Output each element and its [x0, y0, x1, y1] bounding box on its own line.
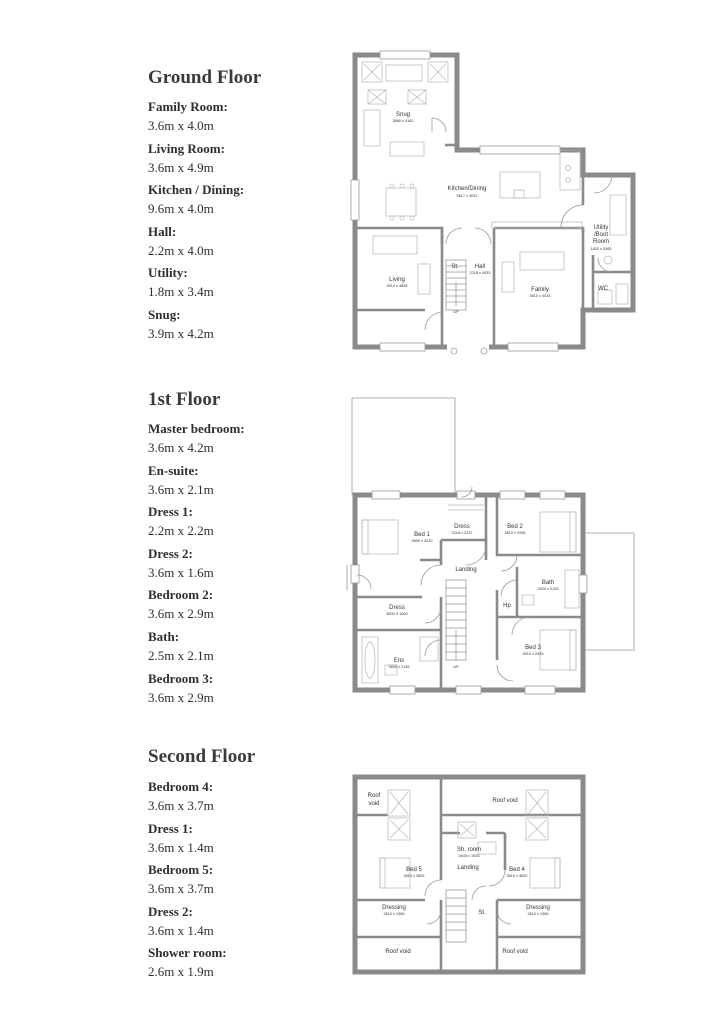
shower-room-label: Sh. room: [456, 847, 482, 853]
landing-label: Landing: [455, 567, 477, 573]
room-dimensions: 2.2m x 4.0m: [148, 242, 214, 258]
room-name: Dress 1:: [148, 820, 193, 836]
room-name: En-suite:: [148, 462, 199, 478]
bed4-label: Bed 4: [509, 867, 525, 873]
store-label: St.: [451, 264, 459, 270]
room-dimensions: 3.6m x 1.4m: [148, 839, 214, 855]
dress1-dimensions: 2218 x 2237: [451, 531, 473, 535]
room-name: Kitchen / Dining:: [148, 182, 245, 198]
room-dimensions: 3.6m x 4.0m: [148, 118, 214, 133]
room-name: Dress 1:: [148, 504, 193, 520]
room-name: Dress 2:: [148, 545, 193, 561]
bed5-label: Bed 5: [406, 867, 422, 873]
room-name: Family Room:: [148, 99, 228, 114]
room-dimensions: 2.2m x 2.2m: [148, 523, 214, 539]
bed1-dimensions: 3609 x 4230: [411, 539, 433, 543]
ensuite-dimensions: 3609 x 2145: [388, 665, 410, 669]
living-dimensions: 3610 x 4895: [386, 284, 408, 288]
snug-label: Snug: [395, 112, 411, 118]
dressing-right-dimensions: 3610 x 1356: [527, 912, 549, 916]
room-name: Bedroom 4:: [148, 779, 214, 794]
room-dimensions: 2.6m x 1.9m: [148, 964, 214, 980]
room-dimensions: 3.9m x 4.2m: [148, 325, 214, 341]
room-name: Snug:: [148, 306, 181, 322]
wc-label: WC: [598, 286, 608, 292]
hall-dimensions: 2218 x 4033: [469, 271, 491, 275]
shower-room-dimensions: 2645 x 1926: [458, 854, 480, 858]
landing-label: Landing: [457, 865, 479, 871]
room-dimensions: 3.6m x 1.6m: [148, 564, 214, 580]
bed4-dimensions: 3610 x 3692: [506, 874, 528, 878]
ground-floor-plan: [351, 51, 633, 354]
room-name: Utility:: [148, 265, 188, 281]
utility-label-line3: Room: [592, 239, 610, 245]
snug-dimensions: 3880 x 4162: [392, 119, 414, 123]
bed2-label: Bed 2: [507, 524, 523, 530]
room-dimensions: 3.6m x 4.9m: [148, 159, 214, 175]
dress2-label: Dress: [389, 605, 405, 611]
bath-label: Bath: [541, 580, 555, 586]
dressing-right-label: Dressing: [526, 905, 550, 911]
first-floor-title: 1st Floor: [148, 389, 221, 410]
room-dimensions: 3.6m x 3.7m: [148, 881, 214, 897]
roof-void-label: Roof void: [492, 798, 518, 804]
room-dimensions: 3.6m x 1.4m: [148, 922, 214, 938]
room-dimensions: 1.8m x 3.4m: [148, 284, 214, 300]
room-dimensions: 3.6m x 4.2m: [148, 440, 214, 455]
room-name: Dress 2:: [148, 903, 193, 919]
bed3-label: Bed 3: [525, 645, 541, 651]
room-name: Bedroom 3:: [148, 670, 214, 686]
family-label: Family: [531, 287, 549, 293]
first-floor-plan: [347, 398, 634, 694]
room-name: Living Room:: [148, 140, 225, 156]
room-dimensions: 3.6m x 2.1m: [148, 481, 214, 497]
family-dimensions: 3610 x 4033: [529, 294, 551, 298]
bed5-dimensions: 3610 x 3692: [403, 874, 425, 878]
stairs-up-label: UP: [453, 665, 459, 669]
room-name: Bedroom 2:: [148, 587, 214, 603]
room-dimensions: 3.6m x 3.7m: [148, 798, 214, 813]
kitchen-dining-dimensions: 9617 x 4032: [456, 194, 478, 198]
bed2-dimensions: 3610 x 2935: [504, 531, 526, 535]
hall-label: Hall: [474, 264, 486, 270]
living-label: Living: [389, 277, 405, 283]
dress2-dimensions: 3609 X 1600: [386, 612, 408, 616]
second-floor-title: Second Floor: [148, 746, 256, 767]
room-name: Master bedroom:: [148, 421, 245, 436]
kitchen-dining-label: Kitchen/Dining: [447, 186, 487, 192]
room-name: Bedroom 5:: [148, 862, 214, 878]
room-name: Bath:: [148, 628, 180, 644]
roof-void-label: Roof: [367, 793, 381, 799]
room-dimensions: 9.6m x 4.0m: [148, 201, 214, 217]
utility-label-line2: /Boot: [593, 232, 609, 238]
utility-label: Utility: [593, 225, 609, 231]
bed1-label: Bed 1: [414, 532, 430, 538]
roof-void-label-line2: void: [368, 801, 380, 807]
store-label: St.: [478, 910, 486, 916]
dressing-left-label: Dressing: [382, 905, 406, 911]
bed3-dimensions: 3610 x 2935: [522, 652, 544, 656]
utility-dimensions: 1832 x 3365: [590, 247, 612, 251]
dressing-left-dimensions: 3610 x 1356: [383, 912, 405, 916]
room-dimensions: 3.6m x 2.9m: [148, 606, 214, 622]
room-name: Hall:: [148, 223, 177, 239]
room-dimensions: 3.6m x 2.9m: [148, 689, 214, 705]
ground-floor-title: Ground Floor: [148, 67, 262, 88]
bath-dimensions: 2524 x 2105: [537, 587, 559, 591]
roof-void-label: Roof void: [502, 949, 528, 955]
ensuite-label: Ens: [393, 658, 405, 664]
room-dimensions: 2.5m x 2.1m: [148, 647, 214, 663]
second-floor-plan: [355, 777, 583, 972]
stairs-up-label: UP: [453, 310, 459, 314]
hot-press-label: Hp: [503, 603, 511, 609]
dress1-label: Dress: [454, 524, 470, 530]
room-name: Shower room:: [148, 945, 227, 961]
roof-void-label: Roof void: [385, 949, 411, 955]
